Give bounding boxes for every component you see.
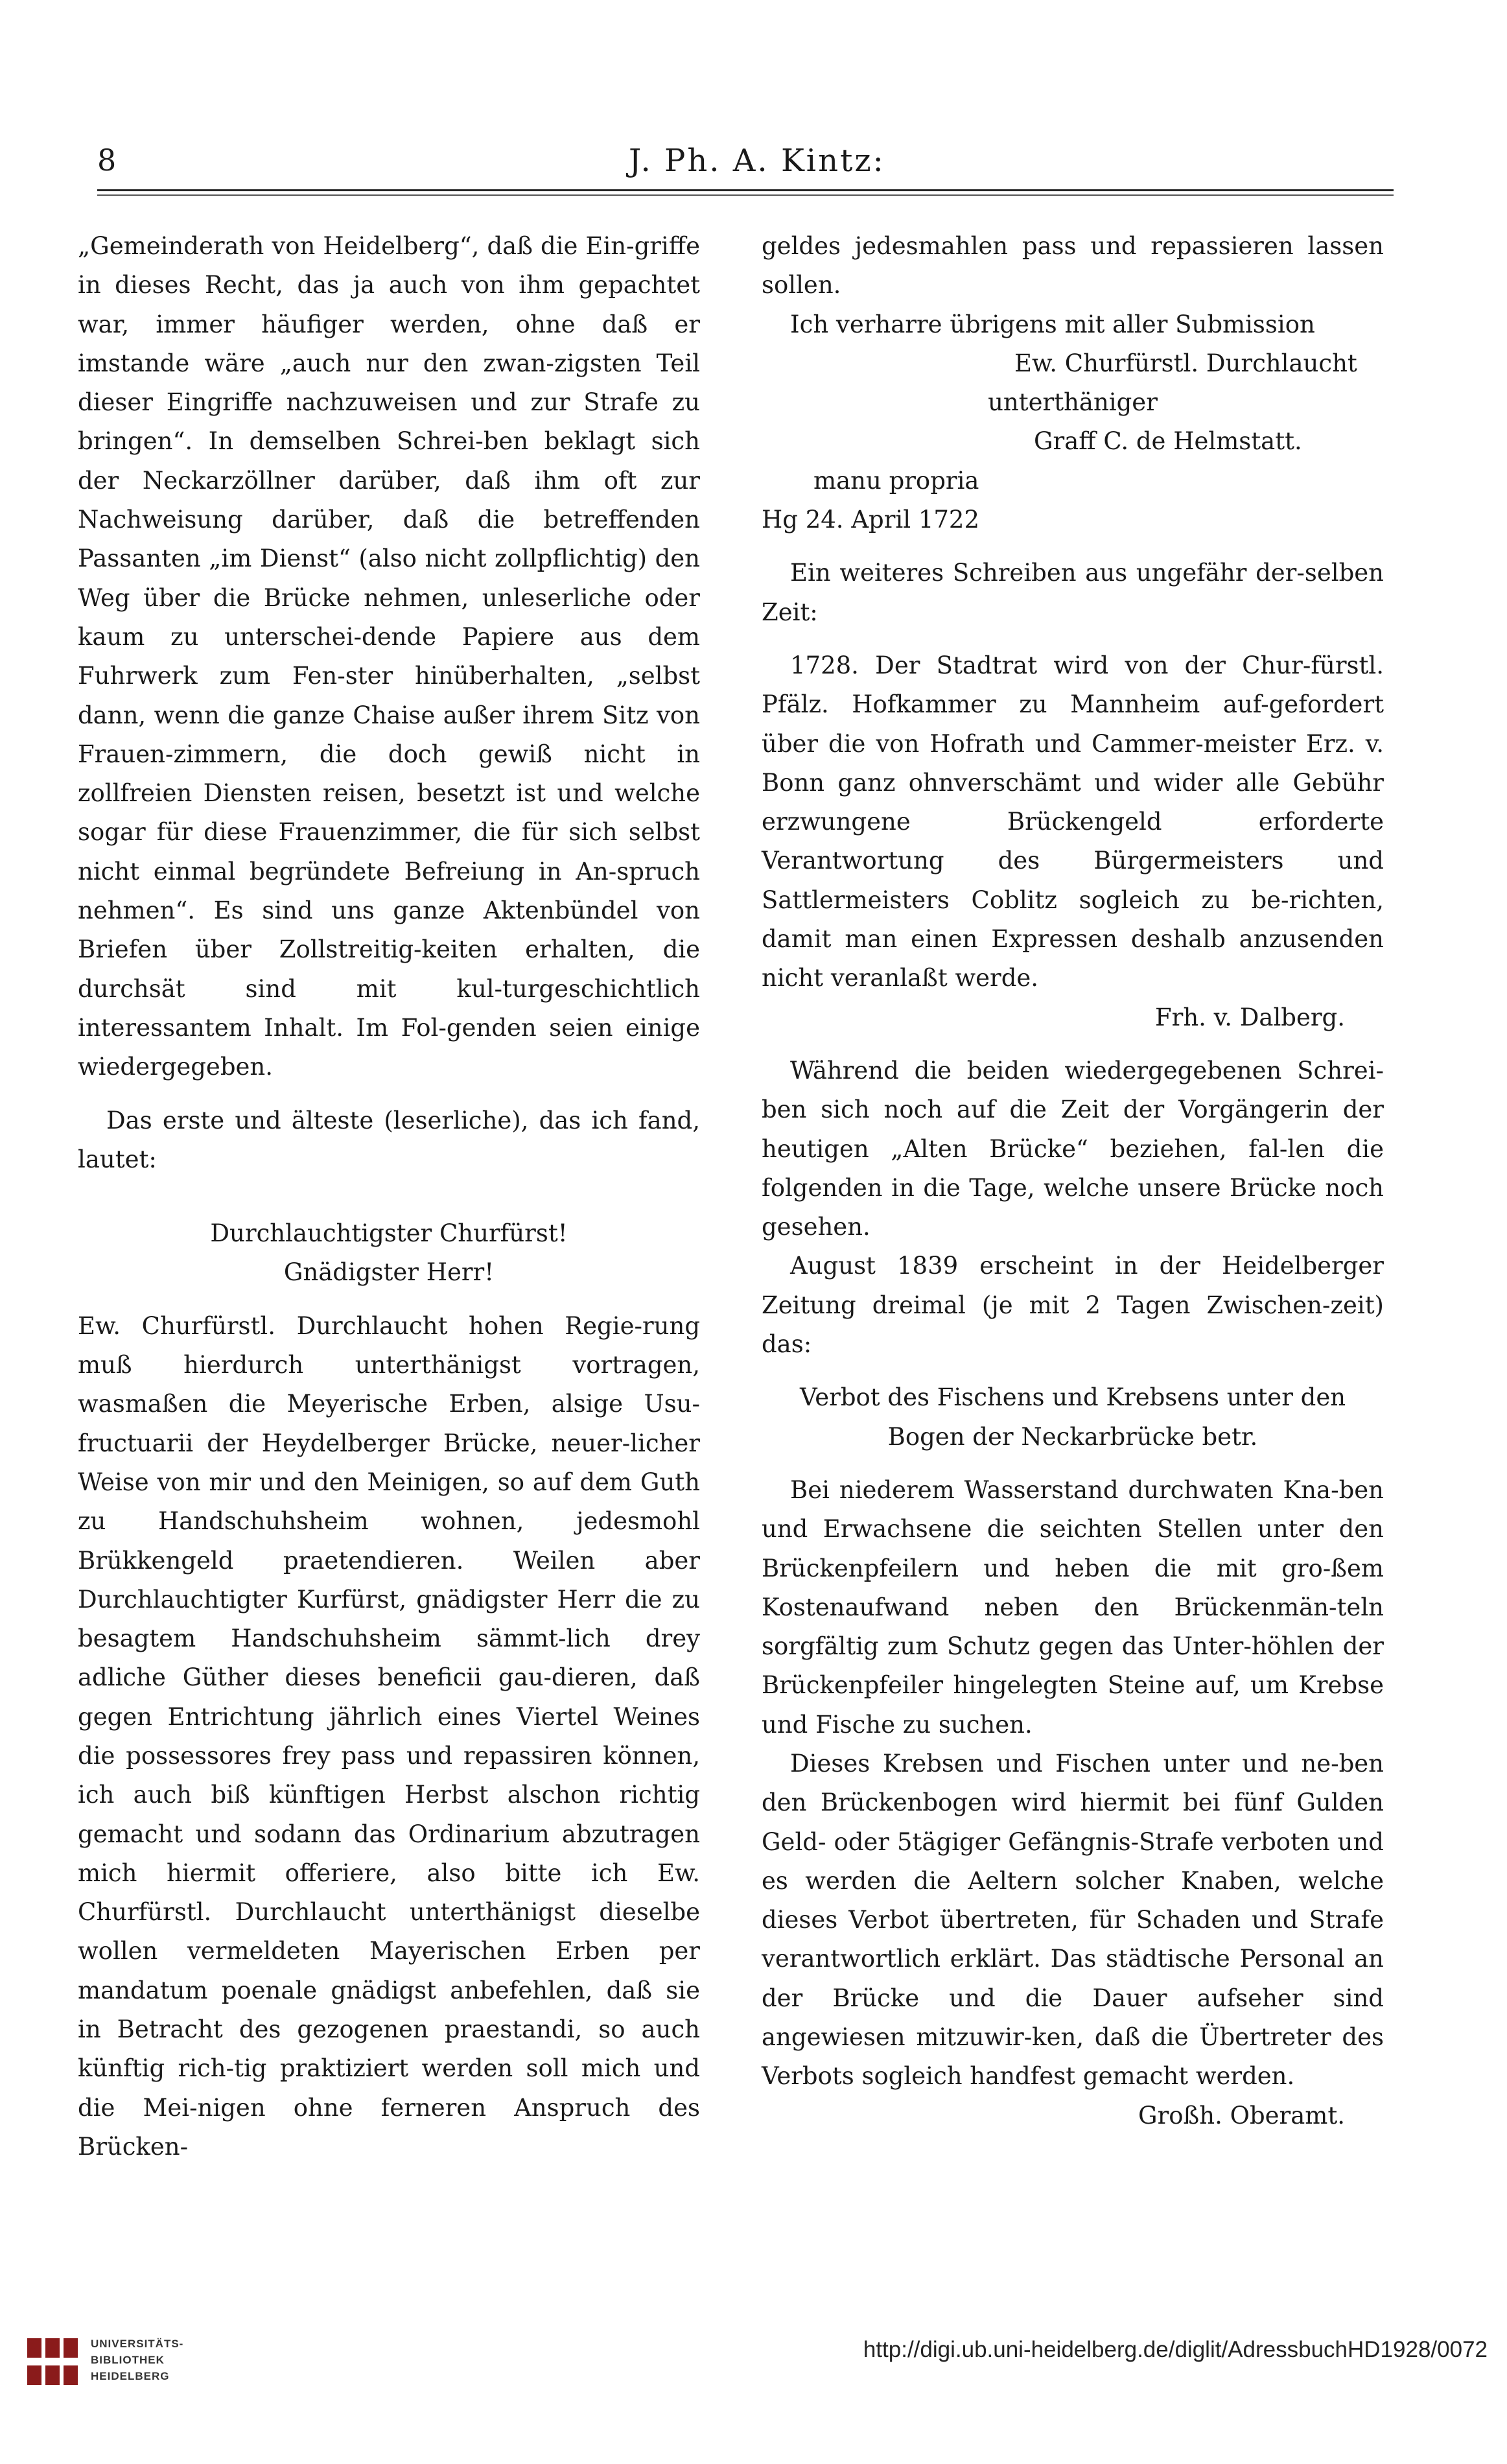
- signature-oberamt: Großh. Oberamt.: [1138, 2101, 1345, 2130]
- letter-closing: Ich verharre übrigens mit aller Submission: [790, 310, 1315, 338]
- letter-unterthaniger: unterthäniger: [988, 388, 1158, 417]
- page-number: 8: [97, 143, 117, 178]
- notice-heading: Verbot des Fischens und Krebsens unter den Bogen der Neckarbrücke betr.: [799, 1383, 1346, 1451]
- paragraph-verbot: Dieses Krebsen und Fischen unter und ne-ben den Brückenbogen wird hiermit bei fünf Gulden Geld- oder 5tägiger Gefängnis-Strafe verboten und es werden die Aeltern solcher Knaben, welche dieses Verbot übertreten, für Schaden und Strafe verantwortlich erklärt. Das städtische Personal an der Brücke und die Dauer aufseher sind angewiesen mitzuwir-ken, daß die Übertreter des Verbots sogleich handfest gemacht werden.: [762, 1749, 1384, 2091]
- library-name: UNIVERSITÄTS- BIBLIOTHEK HEIDELBERG: [91, 2338, 184, 2382]
- paragraph-alte-bruecke: Während die beiden wiedergegebenen Schrei-ben sich noch auf die Zeit der Vorgängerin der heutigen „Alten Brücke“ beziehen, fal-len die folgenden in die Tage, welche unsere Brücke noch gesehen.: [762, 1056, 1384, 1241]
- library-seal-icon: [25, 2336, 83, 2388]
- letter-address: Ew. Churfürstl. Durchlaucht: [1014, 349, 1357, 377]
- letter-manu-propria: manu propria: [813, 466, 979, 495]
- paragraph-wasserstand: Bei niederem Wasserstand durchwaten Kna-ben und Erwachsene die seichten Stellen unter den Brückenpfeilern und heben die mit gro-ßem Kostenaufwand neben den Brückenmän-teln sorgfältig zum Schutz gegen das Unter-höhlen der Brückenpfeiler hingelegten Steine auf, um Krebse und Fische zu suchen.: [762, 1475, 1384, 1739]
- running-head: J. Ph. A. Kintz:: [629, 143, 885, 179]
- paragraph-august-1839: August 1839 erscheint in der Heidelberger Zeitung dreimal (je mit 2 Tagen Zwischen-zeit) das:: [762, 1252, 1384, 1359]
- letter-date: Hg 24. April 1722: [762, 506, 979, 534]
- letter-signature: Graff C. de Helmstatt.: [1034, 427, 1302, 456]
- letter-salutation: Durchlauchtigster Churfürst!: [210, 1219, 568, 1248]
- paragraph-gemeinderath: „Gemeinderath von Heidelberg“, daß die Ein-griffe in dieses Recht, das ja auch von ihm gepachtet war, immer häufiger werden, ohne daß er imstande wäre „auch nur den zwan-zigsten Teil dieser Eingriffe nachzuweisen und zur Strafe zu bringen“. In demselben Schrei-ben beklagt sich der Neckarzöllner darüber, daß ihm oft zur Nachweisung darüber, daß die betreffenden Passanten „im Dienst“ (also nicht zollpflichtig) den Weg über die Brücke nehmen, unleserliche oder kaum zu unterschei-dende Papiere aus dem Fuhrwerk zum Fen-ster hinüberhalten, „selbst dann, wenn die ganze Chaise außer ihrem Sitz von Frauen-zimmern, die doch gewiß nicht in zollfreien Diensten reisen, besetzt ist und welche sogar für diese Frauenzimmer, die für sich selbst nicht einmal begründete Befreiung in An-spruch nehmen“. Es sind uns ganze Aktenbündel von Briefen über Zollstreitig-keiten erhalten, die durchsät sind mit kul-turgeschichtlich interessantem Inhalt. Im Fol-genden seien einige wiedergegeben.: [78, 232, 700, 1081]
- letter-body-continued: geldes jedesmahlen pass und repassieren lassen sollen.: [762, 232, 1384, 299]
- left-column: [78, 227, 700, 2166]
- signature-dalberg: Frh. v. Dalberg.: [1154, 1003, 1345, 1031]
- header-rule-secondary: [97, 194, 1394, 196]
- letter-salutation-2: Gnädigster Herr!: [283, 1258, 495, 1287]
- header-rule: [97, 189, 1394, 191]
- paragraph-another-letter: Ein weiteres Schreiben aus ungefähr der-selben Zeit:: [762, 559, 1384, 626]
- source-url-link[interactable]: http://digi.ub.uni-heidelberg.de/diglit/AdressbuchHD1928/0072: [863, 2337, 1488, 2362]
- library-logo[interactable]: [25, 2330, 219, 2395]
- paragraph-intro-letter: Das erste und älteste (leserliche), das ich fand, lautet:: [78, 1106, 700, 1173]
- page-header: [97, 136, 1394, 188]
- letter-body: Ew. Churfürstl. Durchlaucht hohen Regie-rung muß hierdurch unterthänigst vortragen, wasmaßen die Meyerische Erben, alsige Usu-fructuarii der Heydelberger Brücke, neuer-licher Weise von mir und den Meinigen, so auf dem Guth zu Handschuhsheim wohnen, jedesmohl Brükkengeld praetendieren. Weilen aber Durchlauchtigter Kurfürst, gnädigster Herr die zu besagtem Handschuhsheim sämmt-lich drey adliche Güther dieses beneficii gau-dieren, daß gegen Entrichtung jährlich eines Viertel Weines die possessores frey pass und repassiren können, ich auch biß künftigen Herbst alschon richtig gemacht und sodann das Ordinarium abzutragen mich hiermit offeriere, also bitte ich Ew. Churfürstl. Durchlaucht unterthänigst dieselbe wollen vermeldeten Mayerischen Erben per mandatum poenale gnädigst anbefehlen, daß sie in Betracht des gezogenen praestandi, so auch künftig rich-tig praktiziert werden soll mich und die Mei-nigen ohne ferneren Anspruch des Brücken-: [78, 1311, 700, 2161]
- right-column: [762, 227, 1384, 2135]
- paragraph-1728: 1728. Der Stadtrat wird von der Chur-fürstl. Pfälz. Hofkammer zu Mannheim auf-gefordert über die von Hofrath und Cammer-meister Erz. v. Bonn ganz ohnverschämt und wider alle Gebühr erzwungene Brückengeld erforderte Verantwortung des Bürgermeisters und Sattlermeisters Coblitz sogleich zu be-richten, damit man einen Expressen deshalb anzusenden nicht veranlaßt werde.: [762, 651, 1384, 992]
